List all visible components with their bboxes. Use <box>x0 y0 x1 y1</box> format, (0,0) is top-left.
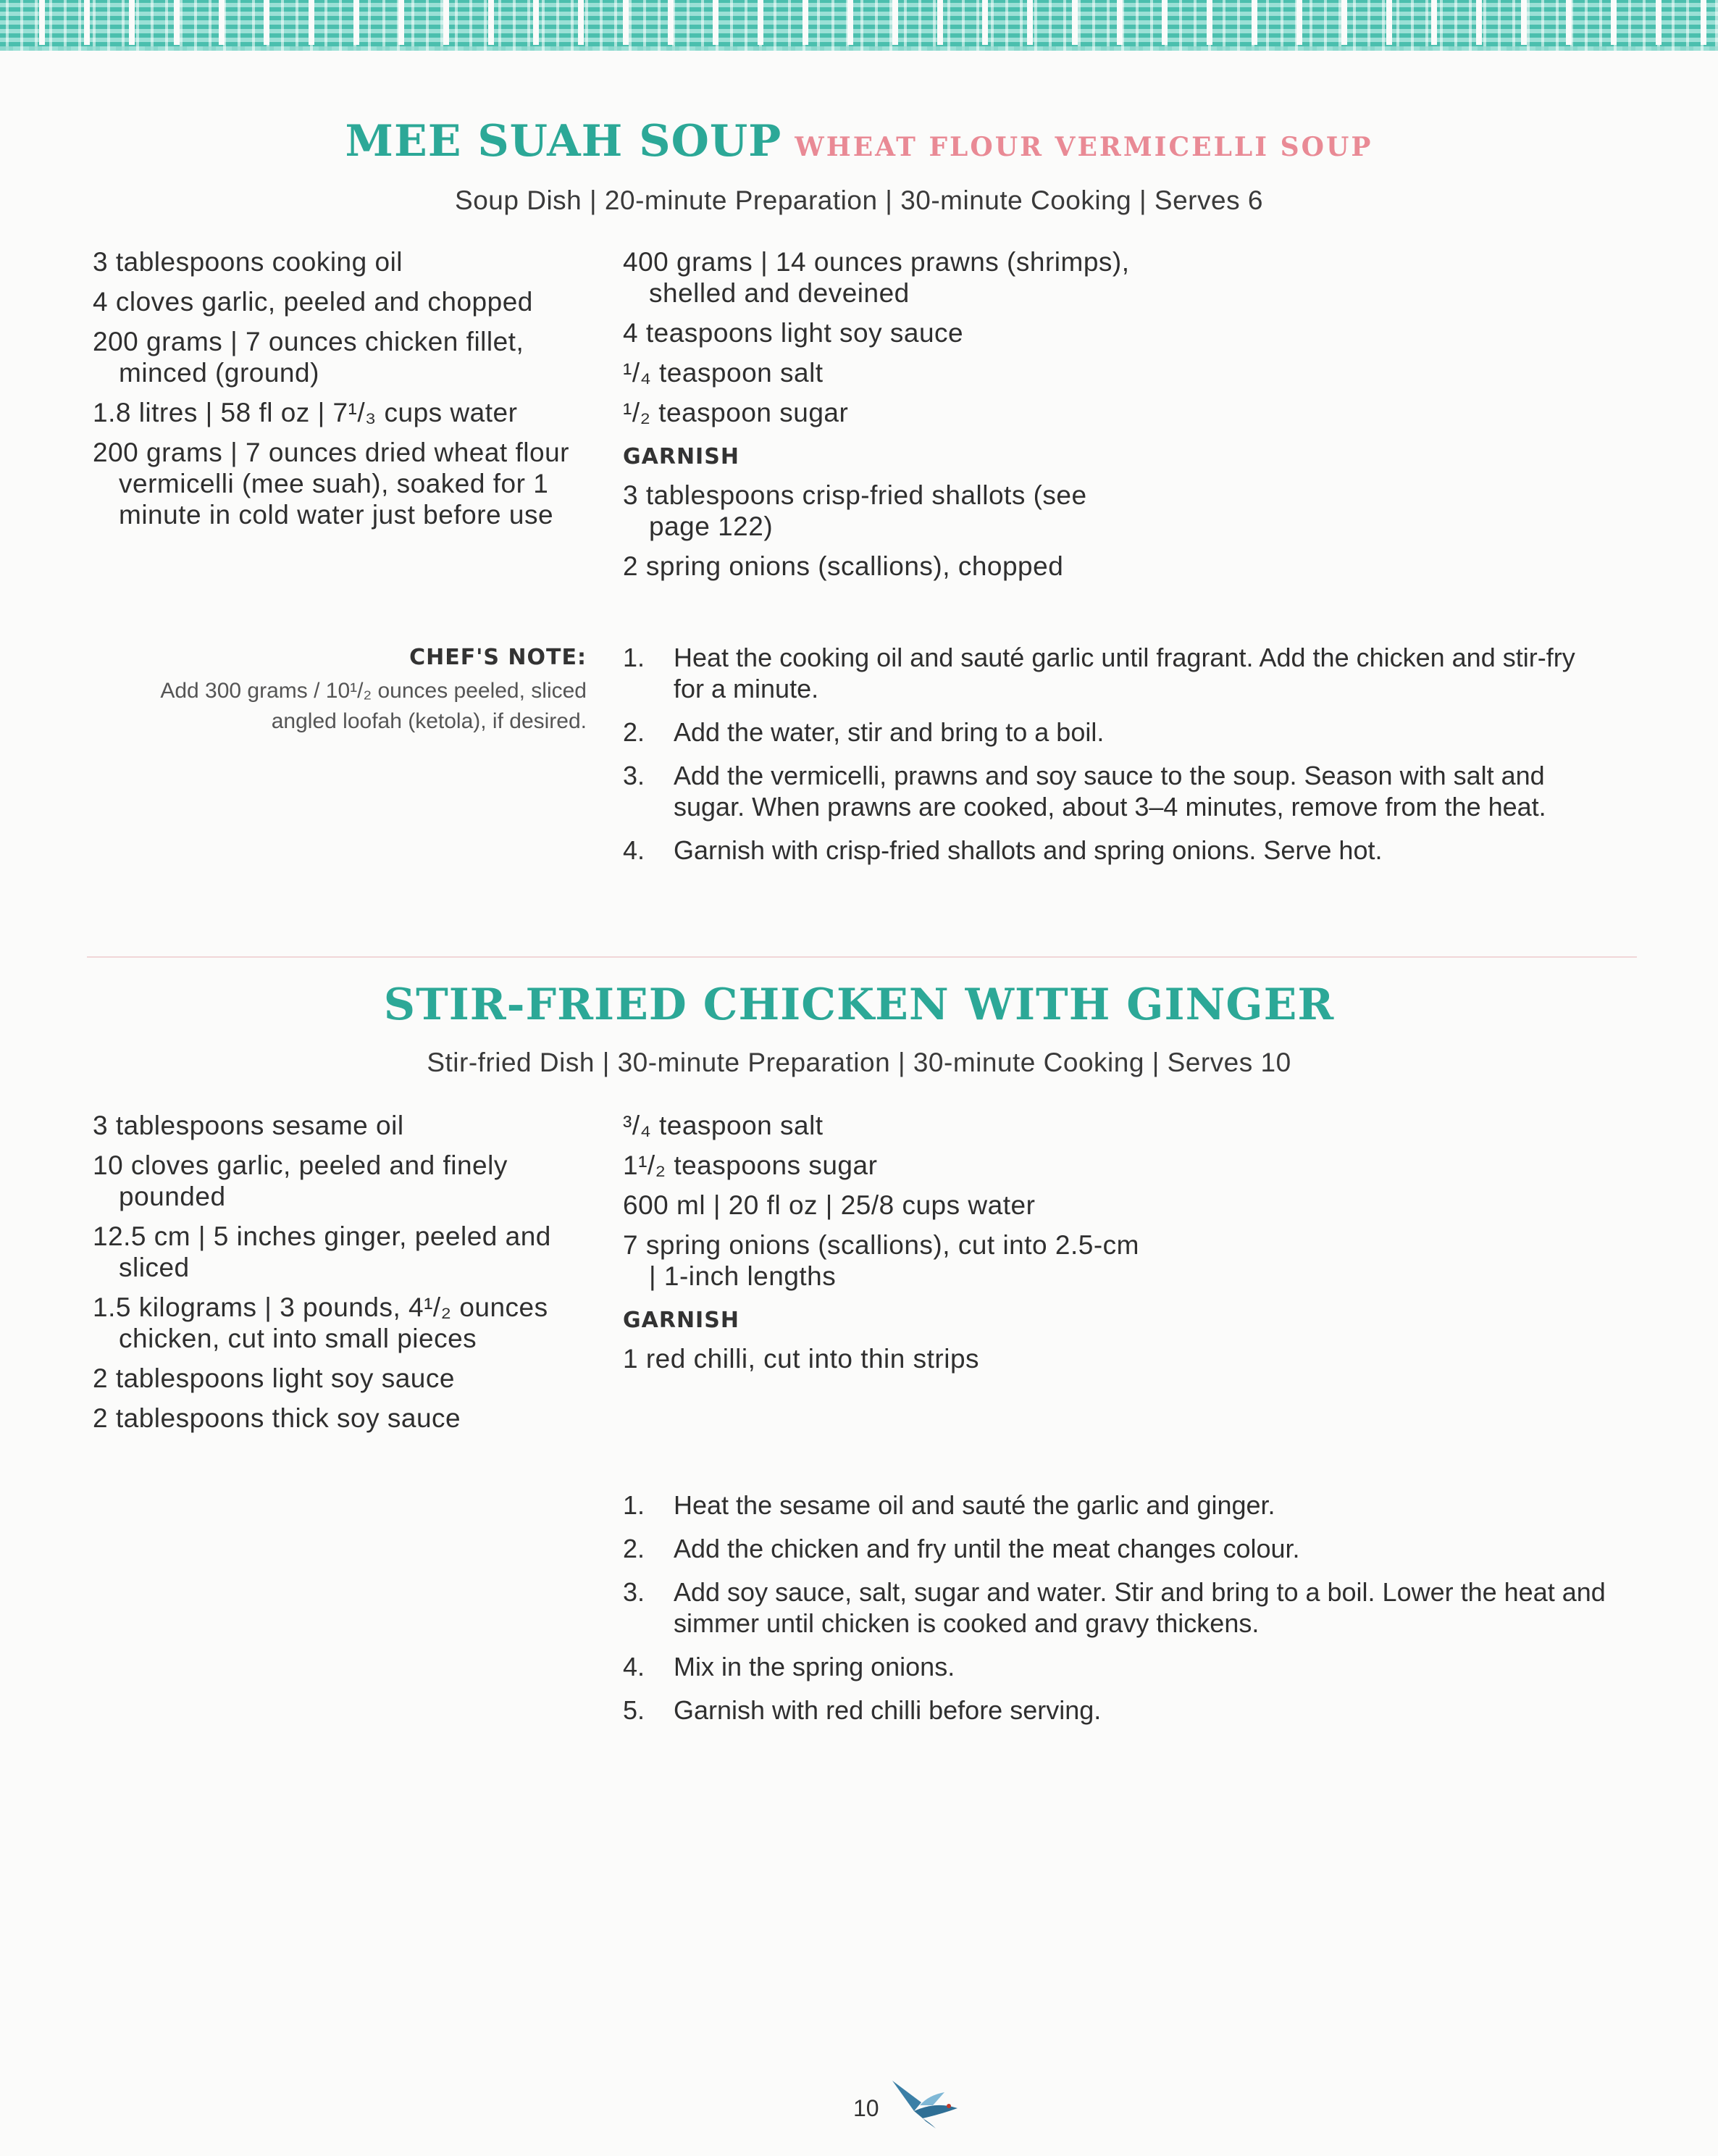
ingredient-item: 200 grams | 7 ounces dried wheat flour vermicelli (mee suah), soaked for 1 minute in cold water just before use <box>93 438 569 530</box>
step-number: 3. <box>623 1577 645 1607</box>
step-text: Add the chicken and fry until the meat changes colour. <box>674 1534 1300 1563</box>
step-number: 1. <box>623 643 645 672</box>
ingredients-right <box>623 246 1144 590</box>
step-text: Heat the sesame oil and sauté the garlic and ginger. <box>674 1490 1275 1520</box>
step-text: Mix in the spring onions. <box>674 1652 955 1681</box>
ingredient-item: 3 tablespoons cooking oil <box>93 247 403 277</box>
step-text: Add the vermicelli, prawns and soy sauce to the soup. Season with salt and sugar. When prawns are cooked, about 3–4 minutes, remove from the heat. <box>674 761 1546 822</box>
ingredient-item: 4 cloves garlic, peeled and chopped <box>93 287 533 317</box>
ingredient-item: 4 teaspoons light soy sauce <box>623 318 964 348</box>
recipe-subtitle: WHEAT FLOUR VERMICELLI SOUP <box>795 132 1373 162</box>
page-number: 10 <box>853 2095 879 2121</box>
step-item <box>623 642 1608 704</box>
step-number: 4. <box>623 835 645 865</box>
ingredient-item: 400 grams | 14 ounces prawns (shrimps), shelled and deveined <box>623 247 1130 308</box>
ingredient-item: ¹/₂ teaspoon sugar <box>623 398 849 427</box>
recipe-title: MEE SUAH SOUP <box>345 116 782 167</box>
step-number: 5. <box>623 1695 645 1725</box>
step-text: Garnish with crisp-fried shallots and spring onions. Serve hot. <box>674 835 1383 865</box>
ingredient-item: 7 spring onions (scallions), cut into 2.5-cm | 1-inch lengths <box>623 1230 1139 1291</box>
method-steps <box>623 642 1608 878</box>
ingredient-item: 2 tablespoons light soy sauce <box>93 1363 455 1393</box>
step-number: 4. <box>623 1652 645 1681</box>
step-item <box>623 1651 1608 1682</box>
step-item <box>623 1533 1608 1564</box>
step-number: 1. <box>623 1490 645 1520</box>
step-item <box>623 1695 1608 1726</box>
ingredient-item: 1¹/₂ teaspoons sugar <box>623 1150 878 1180</box>
method-steps <box>623 1489 1608 1738</box>
garnish-item: 1 red chilli, cut into thin strips <box>623 1344 980 1374</box>
chefs-note-label: CHEF'S NOTE: <box>409 645 587 670</box>
garnish-item: 2 spring onions (scallions), chopped <box>623 551 1064 581</box>
step-item <box>623 1489 1608 1521</box>
recipe-title-block <box>0 979 1718 1030</box>
recipe-meta: Soup Dish | 20-minute Preparation | 30-minute Cooking | Serves 6 <box>455 185 1263 215</box>
decorative-border-tiles <box>0 0 1718 45</box>
step-text: Add soy sauce, salt, sugar and water. Stir and bring to a boil. Lower the heat and simmer until chicken is cooked and gravy thickens. <box>674 1577 1606 1638</box>
step-text: Garnish with red chilli before serving. <box>674 1695 1102 1725</box>
ingredient-item: 1.5 kilograms | 3 pounds, 4¹/₂ ounces chicken, cut into small pieces <box>93 1292 548 1353</box>
step-item <box>623 835 1608 866</box>
section-divider <box>87 956 1637 958</box>
step-number: 2. <box>623 717 645 747</box>
ingredient-item: 200 grams | 7 ounces chicken fillet, minced (ground) <box>93 327 524 388</box>
ingredient-item: 12.5 cm | 5 inches ginger, peeled and sliced <box>93 1221 551 1282</box>
chefs-note-text: Add 300 grams / 10¹/₂ ounces peeled, sliced angled loofah (ketola), if desired. <box>160 679 587 733</box>
step-item <box>623 1576 1608 1639</box>
ingredients-left <box>93 1110 600 1442</box>
ingredients-left <box>93 246 600 539</box>
ingredient-item: 10 cloves garlic, peeled and finely pounded <box>93 1150 508 1211</box>
recipe-title-block <box>0 116 1718 167</box>
step-number: 2. <box>623 1534 645 1563</box>
step-text: Add the water, stir and bring to a boil. <box>674 717 1105 747</box>
step-text: Heat the cooking oil and sauté garlic until fragrant. Add the chicken and stir-fry for a minute. <box>674 643 1575 703</box>
recipe-meta: Stir-fried Dish | 30-minute Preparation | 30-minute Cooking | Serves 10 <box>427 1048 1291 1077</box>
swallow-bird-icon <box>885 2066 965 2131</box>
garnish-label: GARNISH <box>623 1308 739 1333</box>
ingredient-item: 1.8 litres | 58 fl oz | 7¹/₃ cups water <box>93 398 518 427</box>
ingredient-item: 600 ml | 20 fl oz | 25/8 cups water <box>623 1190 1036 1220</box>
ingredients-right <box>623 1110 1144 1383</box>
ingredient-item: 2 tablespoons thick soy sauce <box>93 1403 461 1433</box>
step-item <box>623 760 1608 822</box>
garnish-label: GARNISH <box>623 444 739 469</box>
chefs-note <box>145 645 587 737</box>
recipe-title: STIR-FRIED CHICKEN WITH GINGER <box>383 979 1335 1030</box>
step-item <box>623 716 1608 748</box>
ingredient-item: ³/₄ teaspoon salt <box>623 1111 824 1140</box>
garnish-item: 3 tablespoons crisp-fried shallots (see page 122) <box>623 480 1087 541</box>
ingredient-item: 3 tablespoons sesame oil <box>93 1111 404 1140</box>
step-number: 3. <box>623 761 645 790</box>
ingredient-item: ¹/₄ teaspoon salt <box>623 358 824 388</box>
